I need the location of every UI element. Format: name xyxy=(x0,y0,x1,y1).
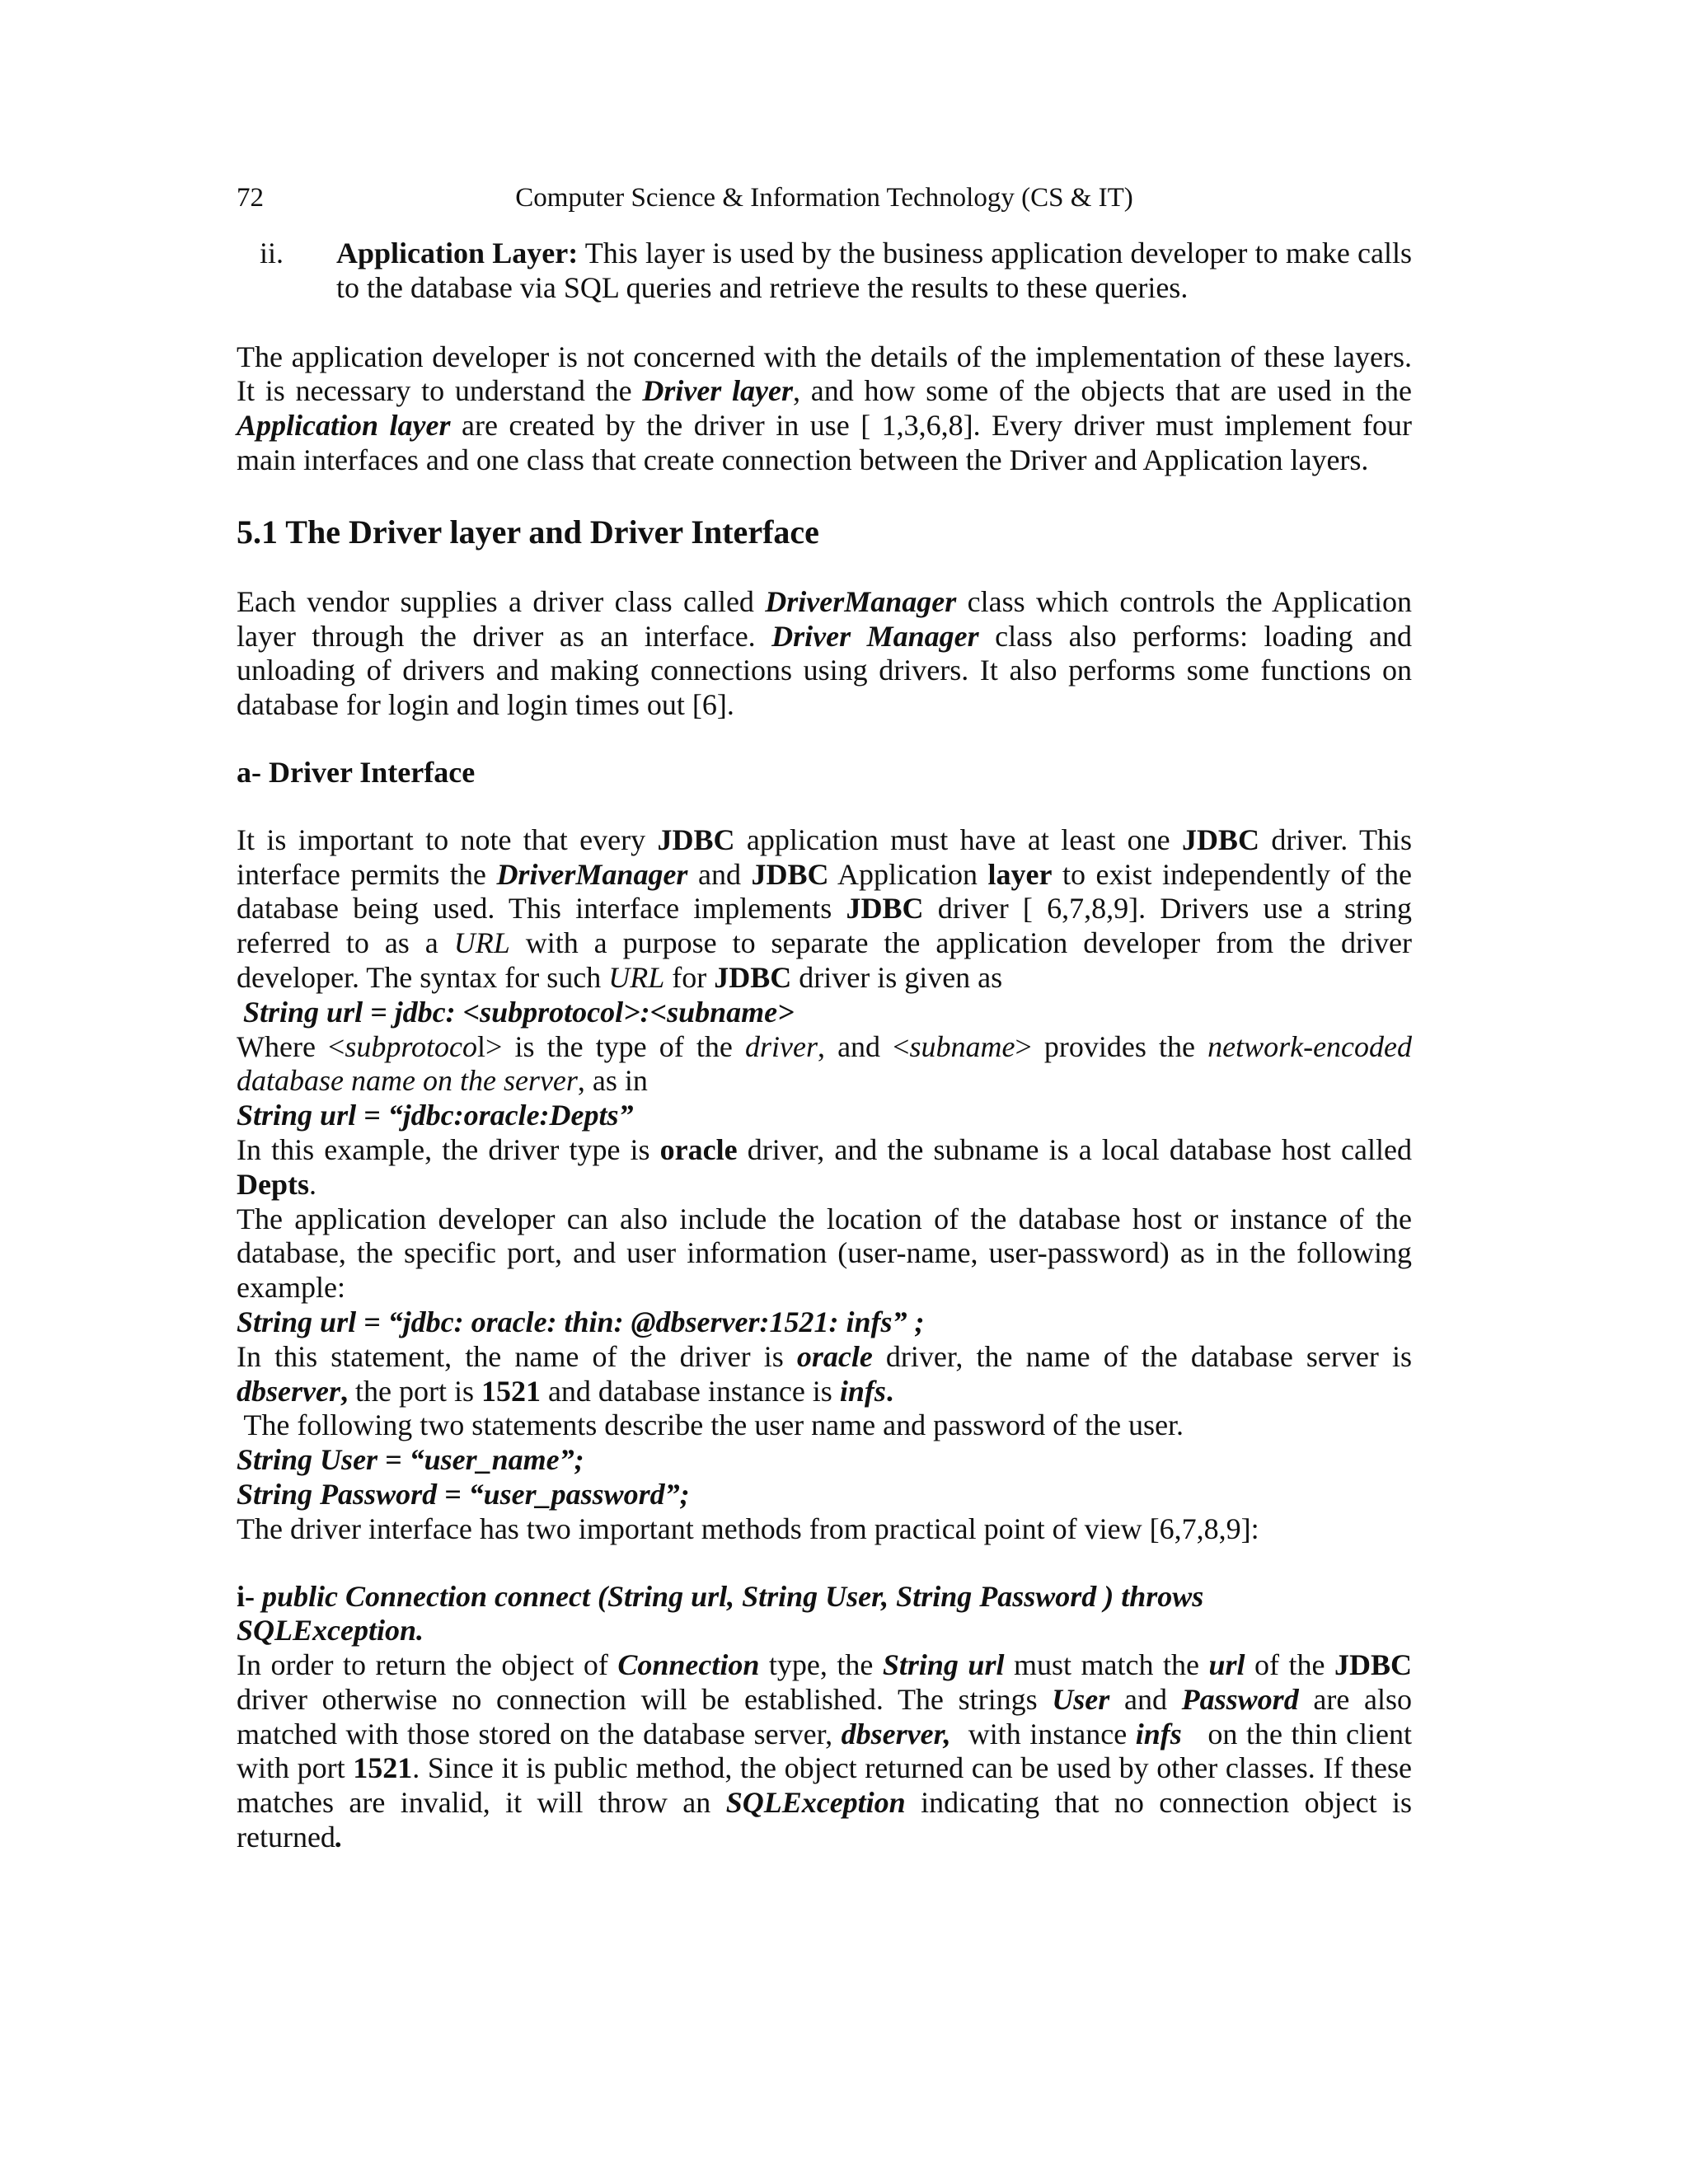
term-drivermanager: DriverManager xyxy=(765,584,957,618)
code-url-thin: String url = “jdbc: oracle: thin: @dbserver:1521: infs” ; xyxy=(237,1305,925,1338)
page-header xyxy=(237,183,1412,219)
term-driver-layer: Driver layer xyxy=(642,374,794,408)
term-application-layer-ref: Application layer xyxy=(237,409,451,443)
paragraph-oracle-example: In this example, the driver type is oracle driver, and the subname is a local database host called Depts. xyxy=(237,1132,1412,1201)
code-url-syntax: String url = jdbc: <subprotocol>:<subname> xyxy=(243,995,795,1029)
section-heading-5-1: 5.1 The Driver layer and Driver Interface xyxy=(237,513,819,551)
term-driver-manager: Driver Manager xyxy=(771,619,979,653)
paragraph-statement-explain: In this statement, the name of the driver is oracle driver, the name of the database server is dbserver, the port is 1521 and database instance is infs. xyxy=(237,1339,1412,1408)
page-body xyxy=(237,237,1419,1855)
subsection-heading-driver-interface: a- Driver Interface xyxy=(237,755,476,789)
list-item-text: This layer is used by the business application developer to make calls to the database via SQL queries and retrieve the results to these queries. xyxy=(336,237,1412,304)
paragraph-connect-explain: In order to return the object of Connection type, the String url must match the url of the JDBC driver otherwise no connection will be established. The strings User and Password are also matched with those stored on the database server, dbserver, with instance infs on the thin client with port 1521. Since it is public method, the object returned can be used by other classes. If these matches are invalid, it will throw an SQLException indicating that no connection object is returned. xyxy=(237,1648,1419,1854)
page-number: 72 xyxy=(237,183,264,213)
term-application-layer: Application Layer: xyxy=(336,237,579,269)
paragraph-layers-intro: The application developer is not concerned with the details of the implementation of these layers. It is necessary to understand the Driver layer, and how some of the objects that are used in the Application layer are created by the driver in use [ 1,3,6,8]. Every driver must implement four main interfaces and one class that create connection between the Driver and Application layers. xyxy=(237,340,1412,476)
paragraph-host-location: The application developer can also include the location of the database host or instance of the database, the specific port, and user information (user-name, user-password) as in the following example: xyxy=(237,1202,1412,1305)
list-item-label: ii. xyxy=(260,237,284,269)
paragraph-methods-intro: The driver interface has two important methods from practical point of view [6,7,8,9]: xyxy=(237,1511,1259,1545)
list-item-content xyxy=(336,237,1412,306)
code-user: String User = “user_name”; xyxy=(237,1443,584,1477)
paragraph-driver-interface: It is important to note that every JDBC application must have at least one JDBC driver. This interface permits the DriverManager and JDBC Application layer to exist independently of the database being used. This interface implements JDBC driver [ 6,7,8,9]. Drivers use a string referred to as a URL with a purpose to separate the application developer from the driver developer. The syntax for such URL for JDBC driver is given as xyxy=(237,823,1413,994)
running-title: Computer Science & Information Technology (CS & IT) xyxy=(515,183,1133,213)
list-item-application-layer xyxy=(237,237,1412,306)
paragraph-user-password-intro: The following two statements describe the user name and password of the user. xyxy=(237,1408,1184,1442)
paragraph-subprotocol: Where <subprotocol> is the type of the driver, and <subname> provides the network-encoded database name on the server, as in xyxy=(237,1029,1412,1098)
paragraph-driver-manager: Each vendor supplies a driver class called DriverManager class which controls the Application layer through the driver as an interface. Driver Manager class also performs: loading and unloading of drivers and making connections using drivers. It also performs some functions on database for login and login times out [6]. xyxy=(237,584,1413,722)
method-connect-signature: i- public Connection connect (String url, String User, String Password ) throws SQLException. xyxy=(237,1579,1204,1647)
code-password: String Password = “user_password”; xyxy=(237,1477,690,1511)
code-url-depts: String url = “jdbc:oracle:Depts” xyxy=(237,1099,634,1132)
